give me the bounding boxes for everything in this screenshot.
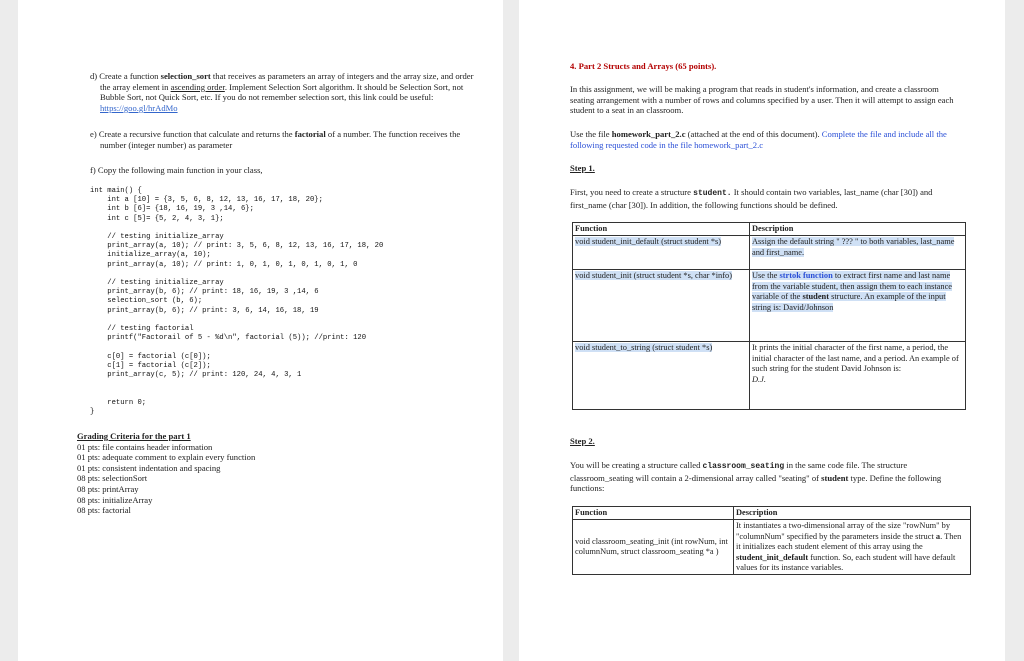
part2-title: 4. Part 2 Structs and Arrays (65 points).	[570, 61, 717, 71]
table1-row2-function: void student_init (struct student *s, char *info)	[573, 270, 750, 342]
table1-row1-function: void student_init_default (struct student *s)	[573, 236, 750, 270]
code-line: c[0] = factorial (c[0]);	[90, 352, 211, 361]
table2-header-function: Function	[573, 507, 734, 520]
code-line: return 0;	[90, 398, 147, 407]
step2-paragraph: You will be creating a structure called classroom_seating in the same code file. The structure classroom_seating will contain a 2-dimensional array called "seating" of student type. Define the following functions:	[570, 460, 942, 494]
item-f: f) Copy the following main function in your class,	[90, 165, 263, 175]
grading-item: 01 pts: consistent indentation and spacing	[77, 462, 221, 473]
code-line	[90, 343, 383, 352]
table1-row3-function: void student_to_string (struct student *s)	[573, 342, 750, 410]
grading-criteria	[77, 431, 377, 516]
code-line	[90, 270, 383, 279]
grading-item: 08 pts: selectionSort	[77, 473, 148, 484]
item-d: d) Create a function selection_sort that receives as parameters an array of integers and the array size, and order the array element in ascending order. Implement Selection Sort algorithm. It should be Selection Sort, not Bubble Sort, not Quick Sort, etc. If you do not remember selection sort, this link could be useful: https://goo.gl/hrAdMo	[90, 71, 474, 113]
student-functions-table	[572, 222, 966, 410]
grading-item: 01 pts: file contains header information	[77, 441, 213, 452]
grading-item: 08 pts: initializeArray	[77, 494, 153, 505]
use-file-paragraph: Use the file homework_part_2.c (attached at the end of this document). Complete the file and include all the following requested code in the file homework_part_2.c	[570, 129, 947, 150]
code-line: print_array(a, 10); // print: 3, 5, 6, 8, 12, 13, 16, 17, 18, 20	[90, 242, 384, 251]
selection-sort-link[interactable]: https://goo.gl/hrAdMo	[100, 102, 178, 113]
code-line	[90, 380, 383, 389]
code-line: }	[90, 407, 95, 416]
code-line	[90, 224, 383, 233]
code-line: c[1] = factorial (c[2]);	[90, 361, 211, 370]
grading-title: Grading Criteria for the part 1	[77, 431, 191, 441]
code-line: // testing factorial	[90, 325, 194, 334]
code-line: // testing initialize_array	[90, 279, 224, 288]
code-line: printf("Factorail of 5 - %d\n", factorial (5)); //print: 120	[90, 334, 367, 343]
table2-row-description: It instantiates a two-dimensional array of the size "rowNum" by "columnNum" specified by the parameters inside the struct a. Then it initializes each student element of this array using the student_init_default function. So, each student will have default values for its instance variables.	[734, 520, 971, 575]
table1-row3-description: It prints the initial character of the first name, a period, the initial character of the last name, and a period. An example of such string for the student David Johnson is: D.J.	[750, 342, 966, 410]
grading-list	[77, 442, 377, 516]
code-line: print_array(a, 10); // print: 1, 0, 1, 0, 1, 0, 1, 0, 1, 0	[90, 260, 358, 269]
code-line: // testing initialize_array	[90, 233, 224, 242]
code-line: print_array(c, 5); // print: 120, 24, 4, 3, 1	[90, 371, 302, 380]
grading-item: 08 pts: factorial	[77, 505, 131, 516]
grading-item: 08 pts: printArray	[77, 483, 139, 494]
item-e: e) Create a recursive function that calculate and returns the factorial of a number. The function receives the number (integer number) as parameter	[90, 129, 461, 150]
code-line: int b [6]= {18, 16, 19, 3 ,14, 6};	[90, 205, 254, 214]
code-line: int c [5]= {5, 2, 4, 3, 1};	[90, 214, 224, 223]
code-line: int a [10] = {3, 5, 6, 8, 12, 13, 16, 17, 18, 20};	[90, 196, 323, 205]
grading-item: 01 pts: adequate comment to explain every function	[77, 452, 256, 463]
table2-header-description: Description	[734, 507, 971, 520]
table1-row1-description: Assign the default string " ??? " to both variables, last_name and first_name.	[750, 236, 966, 270]
left-page	[18, 0, 503, 661]
step1-paragraph: First, you need to create a structure student. It should contain two variables, last_name (char [30]) and first_name (char [30]). In addition, the following functions should be defined.	[570, 187, 933, 210]
code-line: initialize_array(a, 10);	[90, 251, 211, 260]
classroom-functions-table	[572, 506, 971, 575]
selection-sort-name: selection_sort	[160, 71, 211, 81]
code-line	[90, 389, 383, 398]
table2-row-function: void classroom_seating_init (int rowNum, int columnNum, struct classroom_seating *a )	[573, 520, 734, 575]
code-line	[90, 316, 383, 325]
code-line: int main() {	[90, 187, 142, 195]
code-line: print_array(b, 6); // print: 3, 6, 14, 16, 18, 19	[90, 306, 319, 315]
main-code-block	[90, 187, 383, 417]
table1-header-function: Function	[573, 223, 750, 236]
step2-title: Step 2.	[570, 436, 595, 446]
table1-row2-description: Use the strtok function to extract first name and last name from the variable student, then assign them to each instance variable of the student structure. An example of the input string is: David/Johnson	[750, 270, 966, 342]
intro-paragraph: In this assignment, we will be making a program that reads in student's information, and create a classroom seating arrangement with a number of rows and columns specified by a user. Then it will attempt to assign each student to a seat in an classroom.	[570, 84, 954, 116]
table1-header-description: Description	[750, 223, 966, 236]
step1-title: Step 1.	[570, 163, 595, 173]
code-line: selection_sort (b, 6);	[90, 297, 203, 306]
right-page	[519, 0, 1005, 661]
code-line: print_array(b, 6); // print: 18, 16, 19, 3 ,14, 6	[90, 288, 319, 297]
